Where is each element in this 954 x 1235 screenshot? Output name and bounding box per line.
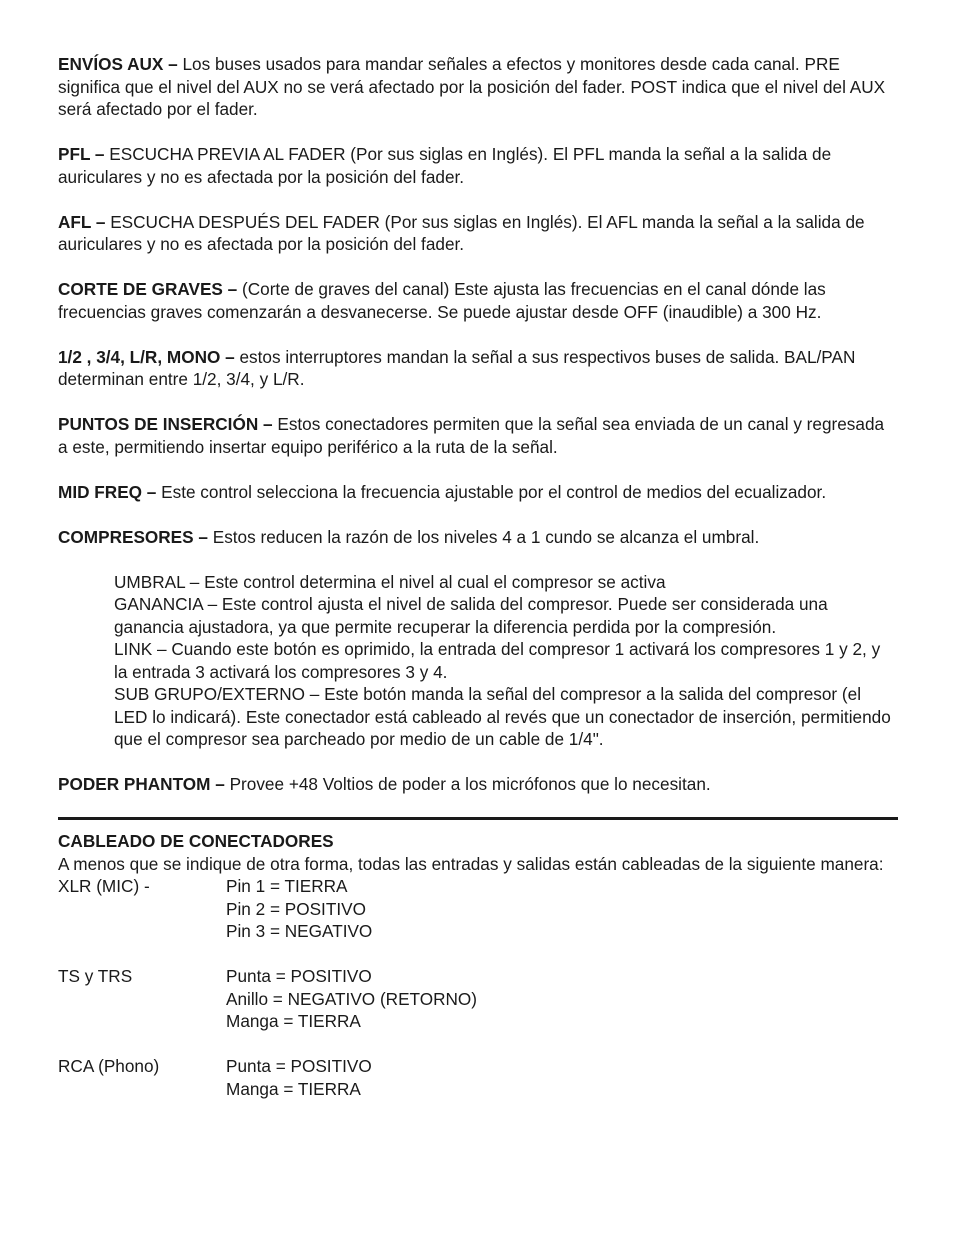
definition-term: AFL – xyxy=(58,211,106,232)
definition-pfl xyxy=(58,143,898,188)
compressor-item-sub-grupo: SUB GRUPO/EXTERNO – Este botón manda la señal del compresor a la salida del compresor (el LED lo indicará). Este conectador está cableado al revés que un conectador de inserción, permitiendo que el compresor sea parcheado por medio de un cable de 1/4". xyxy=(114,684,891,749)
definition-term: COMPRESORES – xyxy=(58,526,208,547)
definition-puntos-de-insercion xyxy=(58,413,898,458)
wiring-group-ts-trs xyxy=(58,965,898,1033)
compressor-controls-list xyxy=(114,571,898,751)
definition-term: PFL – xyxy=(58,144,105,164)
pin-assignment: Manga = TIERRA xyxy=(226,1011,361,1031)
pin-assignment: Punta = POSITIVO xyxy=(226,966,372,986)
definition-text: ESCUCHA DESPUÉS DEL FADER (Por sus siglas en Inglés). El AFL manda la señal a la salida de auriculares y no es afectada por la posición del fader. xyxy=(58,211,865,254)
definition-text: Este control selecciona la frecuencia ajustable por el control de medios del ecualizador. xyxy=(156,481,827,502)
connector-label: RCA (Phono) xyxy=(58,1056,160,1076)
pin-assignment: Punta = POSITIVO xyxy=(226,1056,372,1076)
definition-text: ESCUCHA PREVIA AL FADER (Por sus siglas en Inglés). El PFL manda la señal a la salida de auriculares y no es afectada por la posición del fader. xyxy=(58,144,832,187)
definition-term: PODER PHANTOM – xyxy=(58,774,225,794)
pin-assignment: Pin 2 = POSITIVO xyxy=(226,898,366,919)
pin-assignment: Anillo = NEGATIVO (RETORNO) xyxy=(226,988,478,1009)
compressor-item-link: LINK – Cuando este botón es oprimido, la entrada del compresor 1 activará los compresores 1 y 2, y la entrada 3 activará los compresores 3 y 4. xyxy=(114,639,881,682)
pin-assignment: Manga = TIERRA xyxy=(226,1078,361,1099)
definition-term: MID FREQ – xyxy=(58,481,157,502)
pin-assignment: Pin 1 = TIERRA xyxy=(226,876,348,896)
connector-pins xyxy=(226,1055,372,1100)
wiring-group-xlr xyxy=(58,875,898,943)
definition-text: Provee +48 Voltios de poder a los micrófonos que lo necesitan. xyxy=(224,774,711,794)
compressor-item-umbral: UMBRAL – Este control determina el nivel al cual el compresor se activa xyxy=(114,571,666,592)
pin-assignment: Pin 3 = NEGATIVO xyxy=(226,921,373,941)
connector-label: TS y TRS xyxy=(58,966,133,986)
definition-text: Estos reducen la razón de los niveles 4 a 1 cundo se alcanza el umbral. xyxy=(207,526,760,547)
connector-label: XLR (MIC) - xyxy=(58,876,150,896)
connector-pins xyxy=(226,965,477,1033)
section-divider xyxy=(58,817,898,820)
definition-bus-switches xyxy=(58,346,898,391)
section-intro: A menos que se indique de otra forma, todas las entradas y salidas están cableadas de la siguiente manera: xyxy=(58,853,884,874)
definition-text: Los buses usados para mandar señales a efectos y monitores desde cada canal. PRE significa que el nivel del AUX no se verá afectado por la posición del fader. POST indica que el nivel del AUX será afectado por el fader. xyxy=(58,54,886,119)
definition-term: CORTE DE GRAVES – xyxy=(58,279,238,299)
definition-text: estos interruptores mandan la señal a sus respectivos buses de salida. BAL/PAN determinan entre 1/2, 3/4, y L/R. xyxy=(58,346,856,389)
wiring-group-rca xyxy=(58,1055,898,1100)
section-title: CABLEADO DE CONECTADORES xyxy=(58,831,334,851)
definition-afl xyxy=(58,211,898,256)
definition-term: 1/2 , 3/4, L/R, MONO – xyxy=(58,346,235,367)
definition-compresores xyxy=(58,526,898,549)
definition-term: ENVÍOS AUX – xyxy=(58,54,178,74)
definition-text: (Corte de graves del canal) Este ajusta las frecuencias en el canal dónde las frecuencias graves comenzarán a desvanecerse. Se puede ajustar desde OFF (inaudible) a 300 Hz. xyxy=(58,279,826,322)
definition-corte-de-graves xyxy=(58,278,898,323)
definition-mid-freq xyxy=(58,481,898,504)
connector-pins xyxy=(226,875,372,943)
definition-term: PUNTOS DE INSERCIÓN – xyxy=(58,414,273,434)
definition-poder-phantom xyxy=(58,773,898,796)
compressor-item-ganancia: GANANCIA – Este control ajusta el nivel de salida del compresor. Puede ser considerada una ganancia ajustadora, ya que permite recuperar la diferencia perdida por la compresión. xyxy=(114,594,828,637)
definition-text: Estos conectadores permiten que la señal sea enviada de un canal y regresada a este, permitiendo insertar equipo periférico a la ruta de la señal. xyxy=(58,414,885,457)
definition-envios-aux xyxy=(58,53,898,121)
document-page xyxy=(58,53,898,1123)
